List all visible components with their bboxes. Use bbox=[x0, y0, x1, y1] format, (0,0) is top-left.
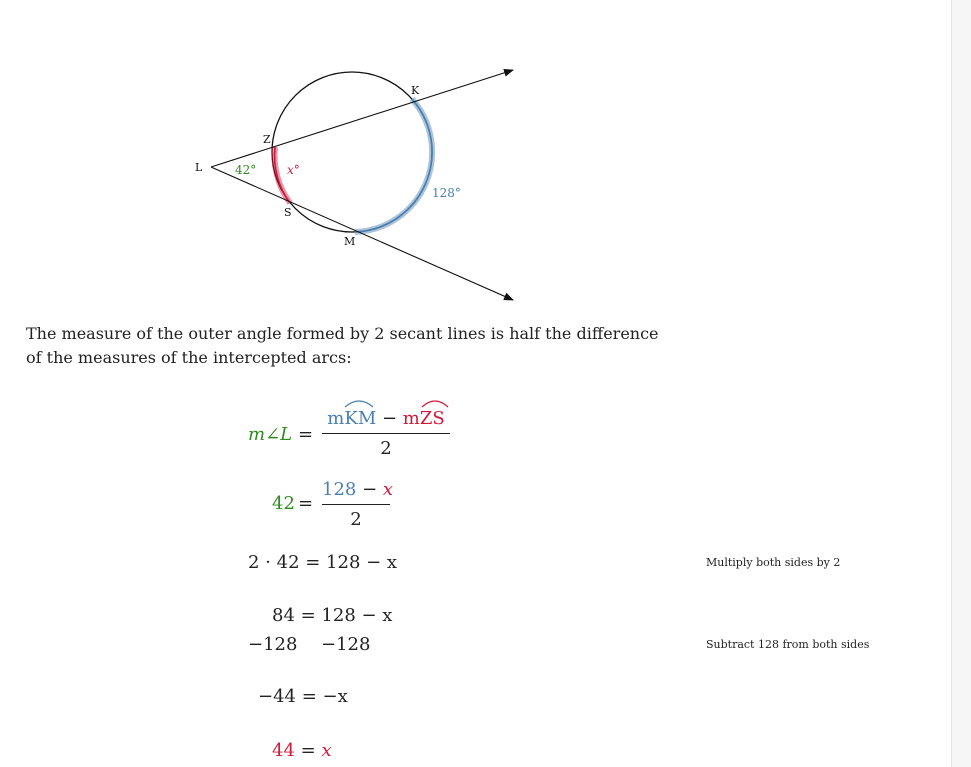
step4-sub-left: −128 bbox=[248, 634, 298, 655]
minus: − bbox=[376, 408, 403, 429]
explanation-text: The measure of the outer angle formed by 2 secant lines is half the difference of the measures of the intercepted arcs: bbox=[26, 324, 659, 367]
point-M-label: M bbox=[344, 235, 356, 248]
secant-upper bbox=[211, 70, 513, 167]
step2-fraction: 128 − x 2 bbox=[322, 479, 394, 530]
step1-fraction bbox=[322, 408, 450, 459]
step4-equation: 84 = 128 − x bbox=[272, 605, 393, 626]
secant-lower bbox=[211, 167, 513, 300]
step1-eq: = bbox=[298, 424, 314, 445]
point-L-label: L bbox=[195, 161, 203, 174]
arc-zs-term: mZS bbox=[402, 408, 445, 429]
step2-lhs: 42 bbox=[272, 493, 295, 514]
step3-equation: 2 · 42 = 128 − x bbox=[248, 552, 398, 573]
arc-km-label: 128° bbox=[432, 186, 461, 200]
arc-zs-hat-icon bbox=[421, 398, 449, 408]
point-S-label: S bbox=[284, 206, 292, 219]
arc-km-term: mKM bbox=[327, 408, 377, 429]
arc-km bbox=[355, 99, 432, 232]
denominator: 2 bbox=[380, 438, 392, 459]
arc-km-hat-icon bbox=[344, 398, 374, 408]
step1-lhs: m∠L bbox=[248, 424, 293, 445]
step5-equation: −44 = −x bbox=[258, 686, 348, 707]
angle-L-label: 42° bbox=[235, 163, 257, 177]
step4-sub-right: −128 bbox=[321, 634, 371, 655]
arc-km-highlight bbox=[355, 99, 432, 232]
point-Z-label: Z bbox=[263, 133, 271, 146]
step2-eq: = bbox=[298, 493, 314, 514]
step4-note: Subtract 128 from both sides bbox=[706, 638, 870, 651]
arc-zs-label: x° bbox=[287, 163, 300, 177]
step3-note: Multiply both sides by 2 bbox=[706, 556, 841, 569]
answer-value: 44 bbox=[272, 740, 295, 761]
answer-variable: x bbox=[321, 740, 332, 761]
step6-equation: 44 = x bbox=[272, 740, 332, 761]
point-K-label: K bbox=[411, 84, 420, 97]
